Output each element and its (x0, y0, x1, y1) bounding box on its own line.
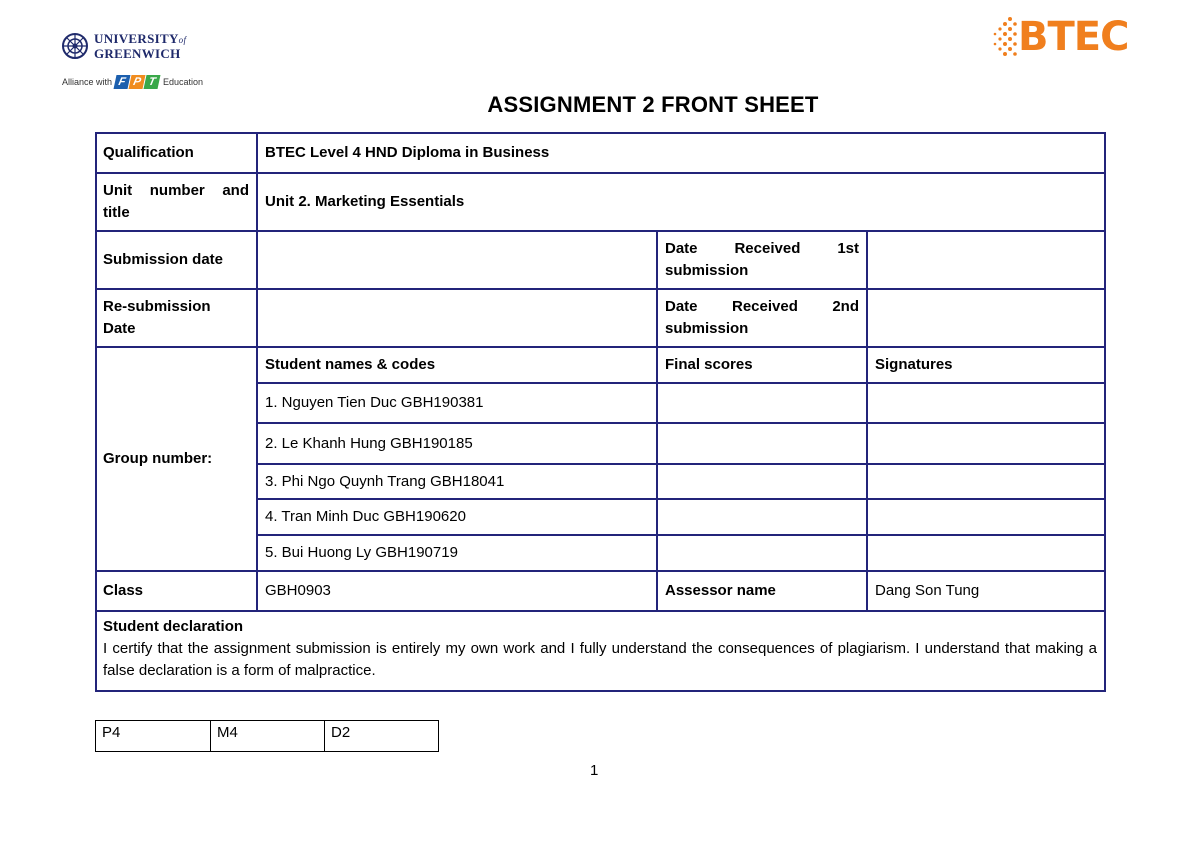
declaration-title: Student declaration (103, 618, 244, 635)
date-received-1st-label (657, 232, 867, 288)
student-score-5[interactable] (657, 536, 867, 570)
qualification-label: Qualification (103, 144, 194, 161)
university-of: of (178, 35, 187, 45)
grade-d2: D2 (324, 721, 438, 751)
student-signature-5[interactable] (867, 536, 1105, 570)
unit-label-text: Unit number and title (103, 182, 249, 221)
column-student-names: Student names & codes (265, 356, 436, 373)
btec-logo-text: BTEC (1018, 14, 1129, 60)
page-title: ASSIGNMENT 2 FRONT SHEET (487, 92, 819, 117)
student-score-2[interactable] (657, 424, 867, 463)
student-signature-4[interactable] (867, 500, 1105, 534)
fpt-letter-f: F (114, 75, 131, 89)
date-received-1st-text: Date Received 1st submission (665, 240, 859, 279)
student-signature-1[interactable] (867, 384, 1105, 422)
university-line1: UNIVERSITY (94, 31, 179, 46)
grade-m4: M4 (210, 721, 324, 751)
student-name-5: 5. Bui Huong Ly GBH190719 (265, 544, 458, 561)
student-signature-2[interactable] (867, 424, 1105, 463)
fpt-letter-t: T (144, 75, 161, 89)
date-received-2nd-text: Date Received 2nd submission (665, 298, 859, 337)
student-declaration (95, 616, 1105, 682)
student-signature-3[interactable] (867, 465, 1105, 498)
alliance-prefix: Alliance with (62, 77, 113, 87)
class-value: GBH0903 (265, 582, 331, 599)
unit-value: Unit 2. Marketing Essentials (265, 193, 465, 210)
assessor-label: Assessor name (665, 582, 776, 599)
unit-label (95, 174, 257, 230)
student-score-4[interactable] (657, 500, 867, 534)
resubmission-label (95, 290, 257, 346)
submission-date-value[interactable] (257, 232, 657, 288)
group-number-label: Group number: (103, 450, 213, 467)
resubmission-value[interactable] (257, 290, 657, 346)
university-line2: GREENWICH (94, 46, 181, 61)
class-label: Class (103, 582, 144, 599)
student-name-1: 1. Nguyen Tien Duc GBH190381 (265, 394, 484, 411)
declaration-text: I certify that the assignment submission is entirely my own work and I fully understand the consequences of plagiarism. I understand that making a false declaration is a form of malpractice. (103, 640, 1097, 679)
student-score-1[interactable] (657, 384, 867, 422)
assessor-value: Dang Son Tung (875, 582, 980, 599)
grade-criteria-table (95, 720, 439, 752)
column-final-scores: Final scores (665, 356, 753, 373)
submission-date-label: Submission date (103, 251, 224, 268)
alliance-suffix: Education (163, 77, 204, 87)
page-number: 1 (590, 762, 599, 779)
date-received-1st-value[interactable] (867, 232, 1105, 288)
resubmission-label-text: Re-submission Date (103, 298, 211, 337)
date-received-2nd-label (657, 290, 867, 346)
column-signatures: Signatures (875, 356, 953, 373)
date-received-2nd-value[interactable] (867, 290, 1105, 346)
fpt-letter-p: P (129, 75, 146, 89)
qualification-value: BTEC Level 4 HND Diploma in Business (265, 144, 550, 161)
student-name-3: 3. Phi Ngo Quynh Trang GBH18041 (265, 472, 505, 490)
student-score-3[interactable] (657, 465, 867, 498)
student-name-2: 2. Le Khanh Hung GBH190185 (265, 434, 473, 452)
student-name-4: 4. Tran Minh Duc GBH190620 (265, 508, 466, 525)
grade-p4: P4 (102, 724, 121, 741)
